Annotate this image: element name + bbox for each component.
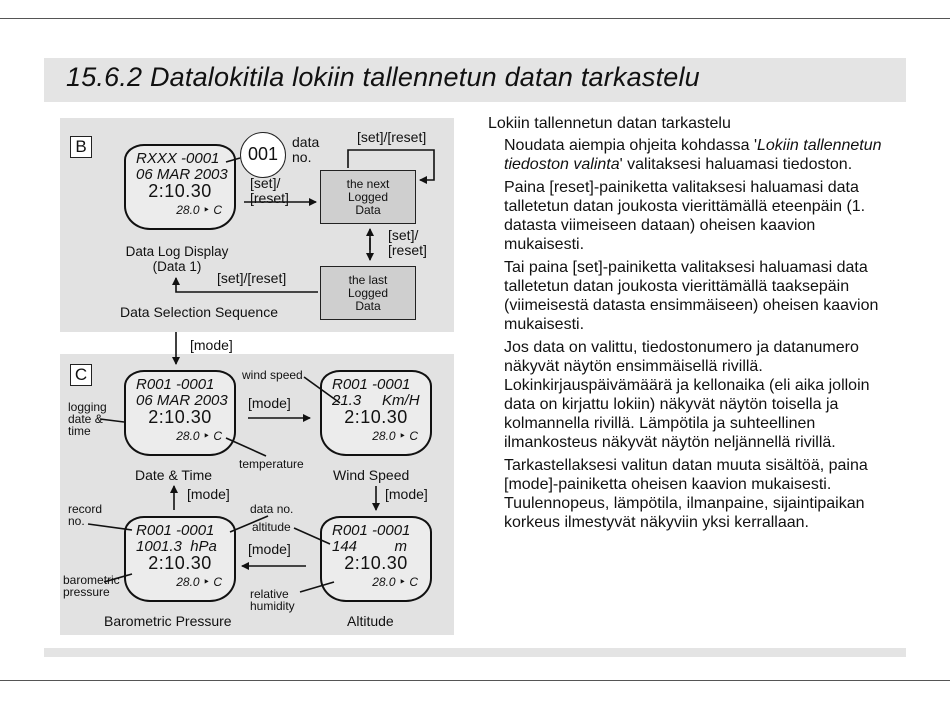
data-log-display-caption: Data Log Display (Data 1) — [125, 244, 229, 274]
data-no-label: data no. — [250, 502, 294, 516]
lcd-line-2: 06 MAR 2003 — [136, 392, 228, 409]
lcd-line-1: R001 -0001 — [332, 376, 411, 393]
barometric-pressure-caption: Barometric Pressure — [104, 613, 232, 629]
paragraph-3: Tai paina [set]-painiketta valitaksesi haluamasi data talletetun datan joukosta vierittämällä taaksepäin (viimeisestä datasta ensimmäiseen) oheisen kaavion mukaisesti. — [504, 259, 879, 333]
lcd-line-3: 2:10.30 — [148, 181, 212, 201]
arrow-last-to-display — [176, 278, 318, 292]
altitude-caption: Altitude — [347, 613, 394, 629]
pointer-logging — [100, 419, 124, 422]
pointer-temperature — [226, 438, 266, 456]
lcd-line-4: 28.0 ‣ C — [176, 203, 222, 217]
last-logged-data-box: the last Logged Data — [320, 266, 416, 320]
pointer-humidity — [300, 582, 334, 592]
lcd-line-3: 2:10.30 — [344, 407, 408, 427]
data-number-circle: 001 — [240, 132, 286, 178]
paragraph-1-prefix: Noudata aiempia ohjeita kohdassa ' — [504, 137, 757, 154]
paragraph-5: Tarkastellaksesi valitun datan muuta sisältöä, paina [mode]-painiketta oheisen kaavion mukaisesti. Tuulennopeus, lämpötila, ilmanpaine, sijaintipaikan korkeus ilmestyvät näkyviin yksi kerrallaan. — [504, 457, 868, 531]
mode-right-label: [mode] — [385, 486, 428, 502]
lcd-line-4: 28.0 ‣ C — [176, 429, 222, 443]
wind-speed-caption: Wind Speed — [333, 467, 410, 483]
pointer-wind-speed — [304, 377, 340, 403]
paragraph-1-italic: Lokiin tallennetun tiedoston valinta — [504, 137, 882, 173]
arrow-loop-next — [348, 150, 434, 180]
paragraph-2: Paina [reset]-painiketta valitaksesi haluamasi data talletetun datan joukosta vierittämällä eteenpäin (1. datasta viimeiseen dataan) oheisen kaavion mukaisesti. — [504, 179, 866, 253]
lcd-line-1: R001 -0001 — [136, 376, 215, 393]
lcd-line-1: RXXX -0001 — [136, 150, 220, 167]
relative-humidity-label: relative humidity — [250, 587, 295, 613]
lcd-line-2: 21.3 Km/H — [332, 392, 420, 409]
data-no-caption: data no. — [292, 134, 320, 165]
panel-c-label: C — [70, 364, 92, 386]
pointer-altitude — [294, 528, 330, 544]
date-time-caption: Date & Time — [135, 467, 213, 483]
set-reset-bottom-label: [set]/[reset] — [217, 270, 287, 286]
circle-pointer-line — [226, 158, 240, 162]
altitude-label: altitude — [252, 520, 291, 534]
text-column — [488, 114, 898, 536]
wind-speed-label: wind speed — [242, 368, 303, 382]
paragraph-1-suffix: ' valitaksesi haluamasi tiedoston. — [619, 156, 853, 173]
barometric-pressure-label: barometric pressure — [63, 573, 120, 599]
mode-left-label: [mode] — [187, 486, 230, 502]
next-logged-data-box: the next Logged Data — [320, 170, 416, 224]
section-heading: Lokiin tallennetun datan tarkastelu — [488, 115, 731, 132]
lcd-line-3: 2:10.30 — [148, 407, 212, 427]
mode-between-label: [mode] — [190, 337, 233, 353]
lcd-line-2: 144 m — [332, 538, 408, 555]
set-reset-left-label: [set]/ [reset] — [250, 175, 289, 206]
lcd-line-4: 28.0 ‣ C — [372, 575, 418, 589]
lcd-line-1: R001 -0001 — [136, 522, 215, 539]
pointer-data-no — [230, 516, 268, 532]
panel-b-label: B — [70, 136, 92, 158]
pointer-barometric — [104, 574, 132, 582]
lcd-line-4: 28.0 ‣ C — [176, 575, 222, 589]
lcd-line-3: 2:10.30 — [344, 553, 408, 573]
temperature-label: temperature — [239, 457, 304, 471]
lcd-line-2: 06 MAR 2003 — [136, 166, 228, 183]
set-reset-right-label: [set]/ [reset] — [388, 227, 427, 258]
paragraph-4: Jos data on valittu, tiedostonumero ja datanumero näkyvät näytön ensimmäisellä rivillä. Lokinkirjauspäivämäärä ja kellonaika (eli aika jolloin data on kirjattu lokiin) näkyvät näytön toisella ja kolmannella rivillä. Lämpötila ja suhteellinen ilmankosteus näkyvät näytön neljännellä rivillä. — [504, 339, 870, 451]
lcd-line-1: R001 -0001 — [332, 522, 411, 539]
logging-date-time-label: logging date & time — [68, 400, 107, 438]
paragraph-1 — [488, 136, 898, 174]
record-no-label: record no. — [68, 502, 103, 528]
data-selection-sequence-caption: Data Selection Sequence — [120, 304, 278, 320]
set-reset-top-label: [set]/[reset] — [357, 129, 427, 145]
bottom-band — [44, 648, 906, 657]
pointer-record-no — [88, 524, 132, 530]
page-title: 15.6.2 Datalokitila lokiin tallennetun datan tarkastelu — [66, 62, 700, 92]
lcd-line-4: 28.0 ‣ C — [372, 429, 418, 443]
mode-top-label: [mode] — [248, 395, 291, 411]
mode-bottom-label: [mode] — [248, 541, 291, 557]
lcd-line-2: 1001.3 hPa — [136, 538, 217, 555]
lcd-line-3: 2:10.30 — [148, 553, 212, 573]
